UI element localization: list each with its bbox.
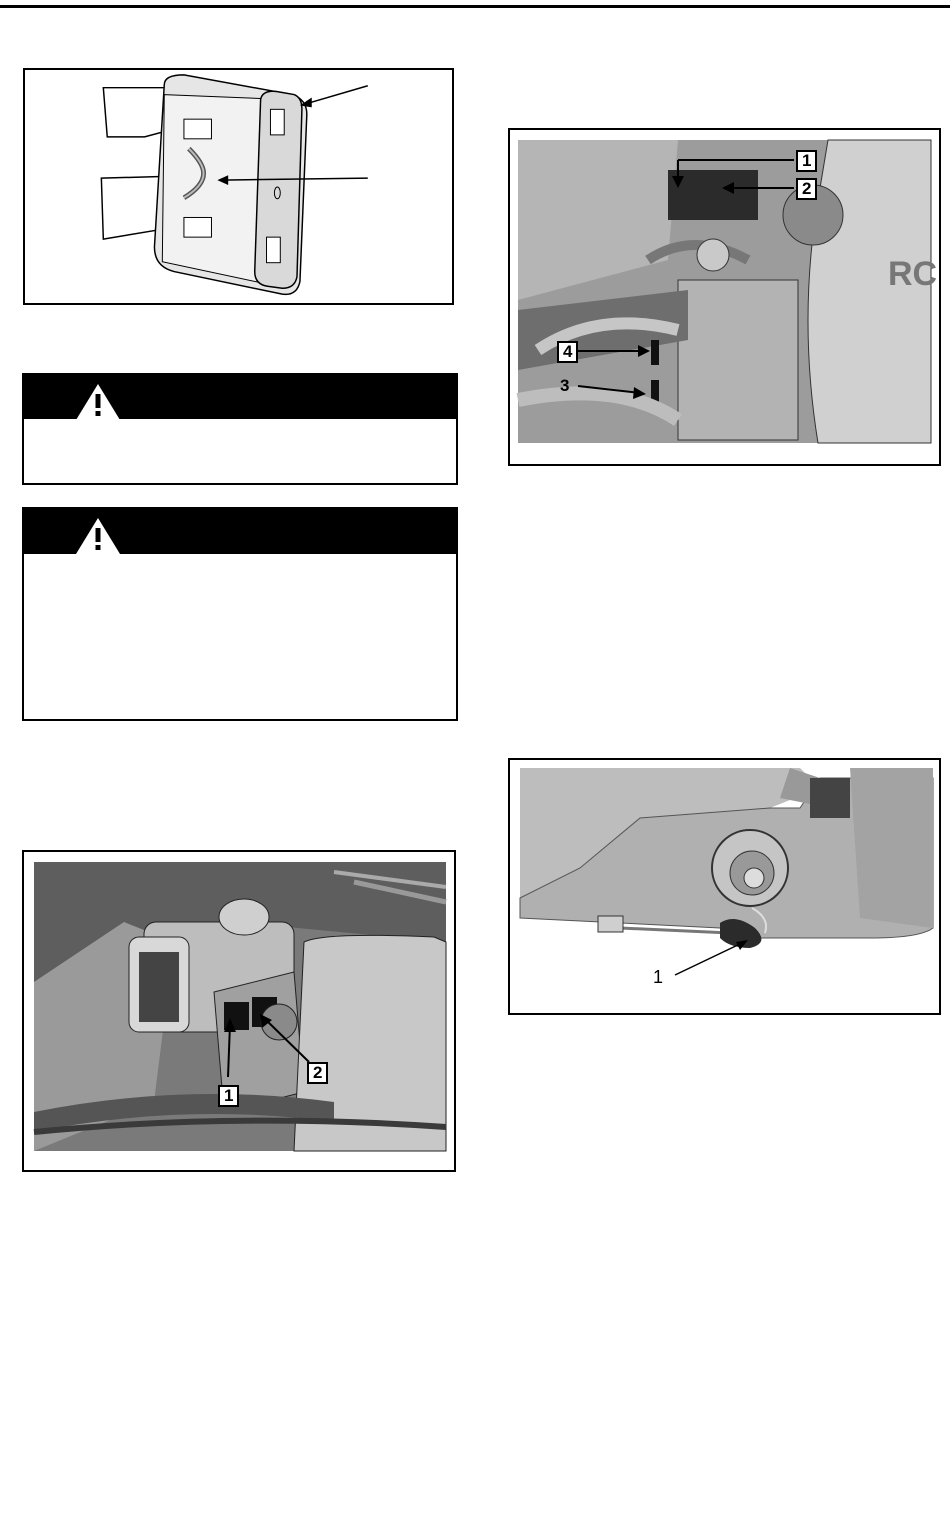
callout-arrows (510, 760, 943, 1017)
warning-triangle-icon (74, 516, 122, 556)
warning-triangle-icon (74, 382, 122, 422)
fuse-figure (23, 68, 454, 305)
callout-arrows (510, 130, 943, 468)
warning-box (22, 373, 458, 485)
warning-header (24, 375, 456, 419)
callout-2: 2 (796, 178, 817, 200)
callout-2: 2 (307, 1062, 328, 1084)
header-rule (0, 5, 950, 8)
fuse-illustration (25, 70, 452, 303)
callout-1: 1 (653, 967, 664, 987)
callout-arrows (24, 852, 458, 1174)
callout-4: 4 (557, 341, 578, 363)
warning-header (24, 509, 456, 554)
callout-3: 3 (560, 376, 570, 395)
warning-box (22, 507, 458, 721)
connector-figure (508, 758, 941, 1015)
battery-area-figure (508, 128, 941, 466)
svg-text:RC: RC (888, 255, 938, 293)
voltage-regulator-figure (22, 850, 456, 1172)
callout-1: 1 (218, 1085, 239, 1107)
callout-1: 1 (796, 150, 817, 172)
